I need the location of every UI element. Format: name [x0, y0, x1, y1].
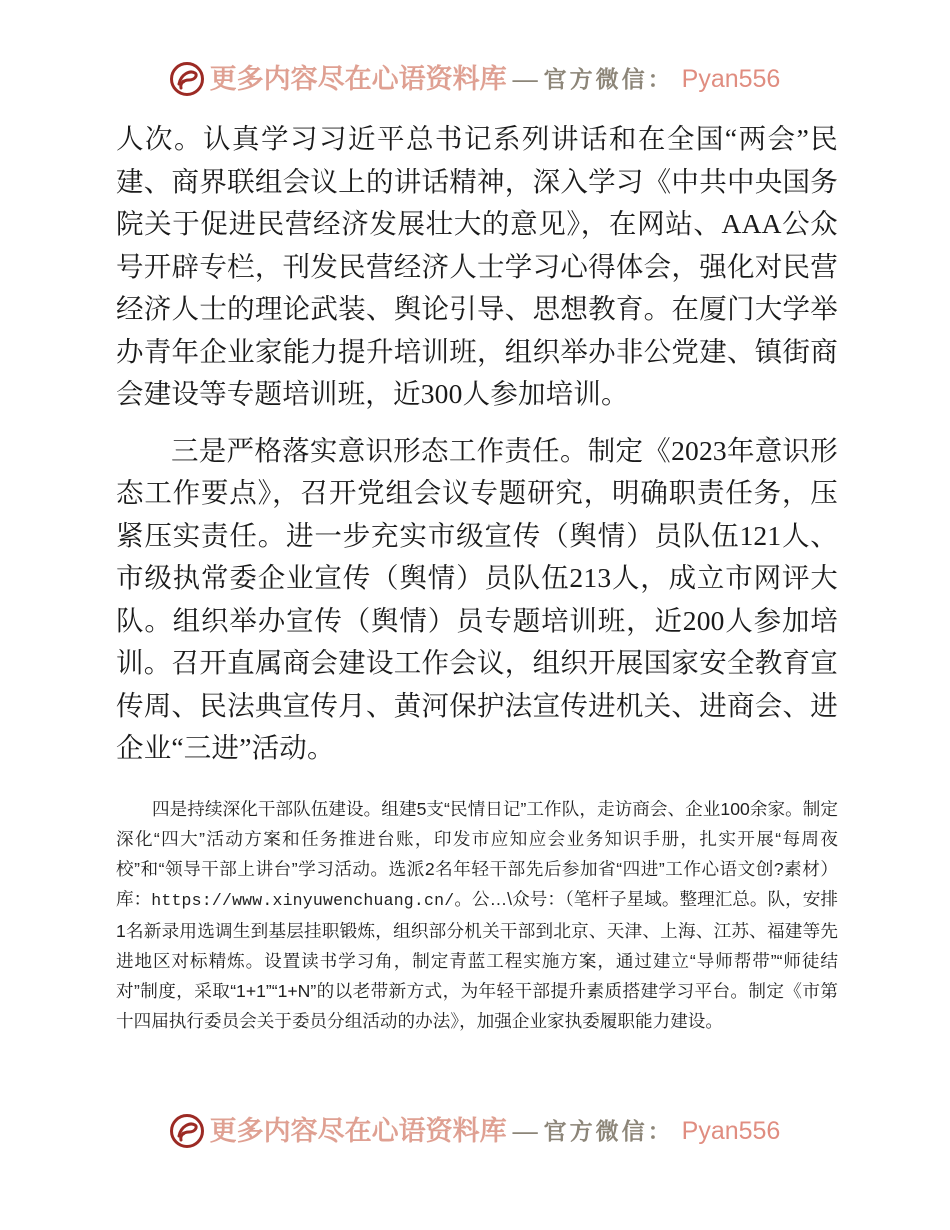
document-body	[116, 118, 838, 1036]
small-text-part-2: 。公…\众号：（笔杆子星域。整理汇总。队，安排1名新录用选调生到基层挂职锻炼，组织部分机关干部到北京、天津、上海、江苏、福建等先进地区对标精炼。设置读书学习角，制定青蓝工程实施方案，通过建立“导师帮带”“师徒结对”制度，采取“1+1”“1+N”的以老带新方式，为年轻干部提升素质搭建学习平台。制定《市第十四届执行委员会关于委员分组活动的办法》，加强企业家执委履职能力建设。	[116, 888, 838, 1031]
header-watermark	[0, 62, 950, 96]
paragraph-continuation: 人次。认真学习习近平总书记系列讲话和在全国“两会”民建、商界联组会议上的讲话精神，深入学习《中共中央国务院关于促进民营经济发展壮大的意见》，在网站、AAA公众号开辟专栏，刊发民营经济人士学习心得体会，强化对民营经济人士的理论武装、舆论引导、思想教育。在厦门大学举办青年企业家能力提升培训班，组织举办非公党建、镇街商会建设等专题培训班，近300人参加培训。	[116, 123, 838, 409]
brand-seal-logo-icon-footer	[170, 1114, 204, 1148]
small-note-block	[116, 794, 838, 1036]
footer-watermark	[0, 1114, 950, 1148]
paragraph-cadre-team	[116, 794, 838, 1036]
watermark-dash-footer: —	[512, 1117, 538, 1145]
source-url: https://www.xinyuwenchuang.cn/	[151, 890, 455, 910]
brand-seal-logo-icon	[170, 62, 204, 96]
watermark-wechat-id-footer: Pyan556	[681, 1116, 781, 1145]
watermark-brand-text-footer: 更多内容尽在心语资料库	[209, 1115, 507, 1146]
watermark-wechat-label-footer: 官方微信：	[543, 1118, 674, 1144]
watermark-wechat-id: Pyan556	[681, 64, 781, 93]
watermark-wechat-label: 官方微信：	[543, 66, 674, 92]
watermark-dash: —	[512, 65, 538, 93]
paragraph-ideology-responsibility: 三是严格落实意识形态工作责任。制定《2023年意识形态工作要点》，召开党组会议专题研究，明确职责任务，压紧压实责任。进一步充实市级宣传（舆情）员队伍121人、市级执常委企业宣传（舆情）员队伍213人，成立市网评大队。组织举办宣传（舆情）员专题培训班，近200人参加培训。召开直属商会建设工作会议，组织开展国家安全教育宣传周、民法典宣传月、黄河保护法宣传进机关、进商会、进企业“三进”活动。	[116, 434, 838, 763]
watermark-brand-text: 更多内容尽在心语资料库	[209, 63, 507, 94]
small-text-part-1: 四是持续深化干部队伍建设。组建5支“民情日记”工作队，走访商会、企业100余家。制定深化“四大”活动方案和任务推进台账，印发市应知应会业务知识手册，扎实开展“每周夜校”和“领导干部上讲台”学习活动。选派2名年轻干部先后参加省“四进”工作心语文创?素材）库：	[116, 798, 838, 909]
